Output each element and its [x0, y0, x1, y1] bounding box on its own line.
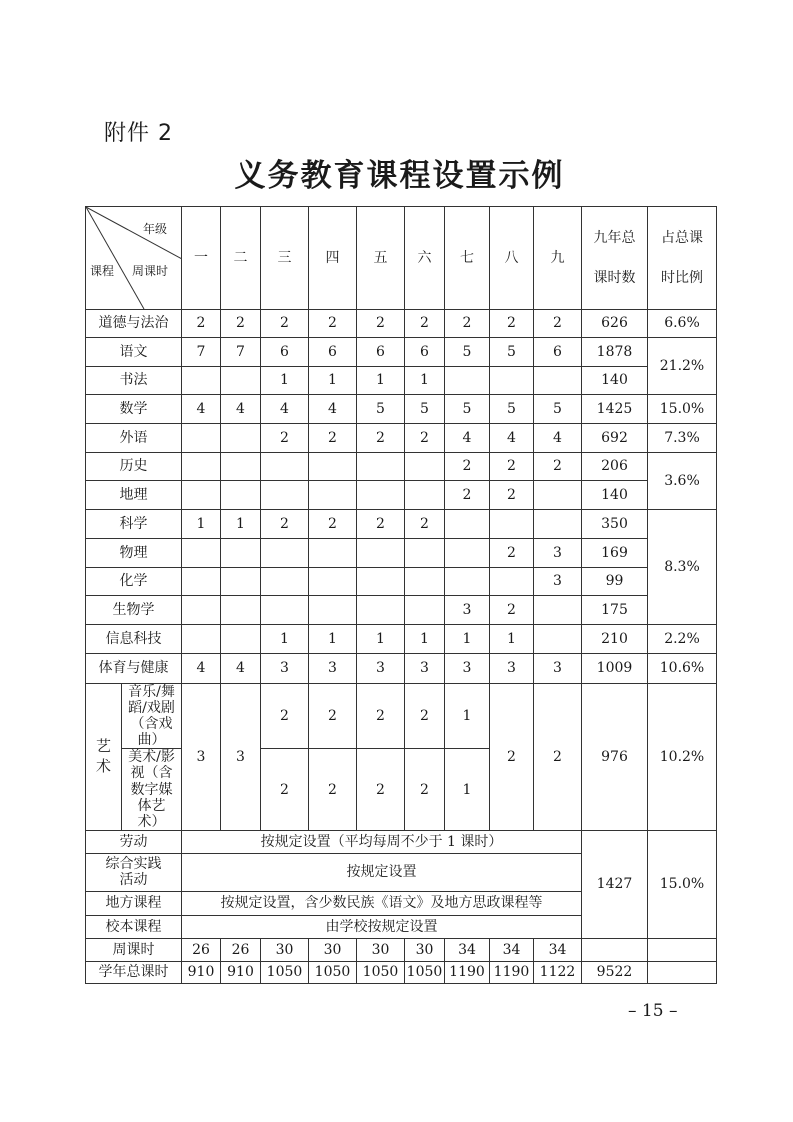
course-name: 语文	[86, 338, 182, 367]
hours-cell	[182, 453, 221, 481]
hours-cell	[261, 568, 309, 596]
hours-cell	[221, 424, 261, 453]
total-cell: 140	[582, 481, 648, 510]
total-cell: 175	[582, 596, 648, 625]
page-title: 义务教育课程设置示例	[234, 158, 565, 194]
course-name: 外语	[86, 424, 182, 453]
hours-cell	[221, 481, 261, 510]
hours-cell: 1	[309, 625, 357, 654]
arts-group-label	[86, 684, 122, 831]
hours-cell: 3	[445, 596, 490, 625]
hours-cell: 4	[490, 424, 534, 453]
table-row	[86, 481, 717, 510]
total-cell: 1427	[582, 830, 648, 938]
ratio-cell: 2.2%	[648, 625, 717, 654]
hours-cell: 6	[405, 338, 445, 367]
hours-cell	[405, 596, 445, 625]
course-name: 书法	[86, 367, 182, 395]
hours-cell	[221, 596, 261, 625]
hours-cell: 2	[261, 424, 309, 453]
table-row	[86, 568, 717, 596]
header-row	[86, 207, 717, 310]
hours-cell: 2	[221, 310, 261, 338]
hours-cell: 4	[221, 395, 261, 424]
total-cell: 99	[582, 568, 648, 596]
hours-cell	[261, 596, 309, 625]
hours-cell: 1	[445, 684, 490, 749]
total-hours-header-line2: 课时数	[593, 269, 636, 286]
hours-cell: 2	[490, 310, 534, 338]
course-name: 地理	[86, 481, 182, 510]
grade-header: 二	[221, 207, 261, 310]
table-row	[86, 596, 717, 625]
course-name	[86, 853, 182, 891]
arts-fine-text: 美术/影视（含数字媒体艺术）	[128, 749, 175, 830]
hours-cell: 7	[182, 338, 221, 367]
course-name: 信息科技	[86, 625, 182, 654]
table-row	[86, 395, 717, 424]
annual-hours-cell: 1190	[490, 961, 534, 983]
hours-cell	[221, 367, 261, 395]
hours-cell: 7	[221, 338, 261, 367]
hours-cell: 1	[445, 749, 490, 830]
course-name: 劳动	[86, 830, 182, 853]
grade-header: 一	[182, 207, 221, 310]
hours-cell	[357, 568, 405, 596]
corner-course-label: 课程	[90, 264, 115, 278]
hours-cell	[309, 568, 357, 596]
weekly-hours-cell: 30	[261, 938, 309, 961]
total-cell: 626	[582, 310, 648, 338]
annual-total-cell: 9522	[582, 961, 648, 983]
table-row	[86, 424, 717, 453]
total-cell: 210	[582, 625, 648, 654]
corner-grade-label: 年级	[142, 222, 167, 236]
empty-ratio-cell	[648, 961, 717, 983]
hours-cell: 2	[357, 310, 405, 338]
total-cell: 1009	[582, 654, 648, 684]
table-row	[86, 510, 717, 539]
hours-cell: 1	[221, 510, 261, 539]
hours-cell: 5	[445, 395, 490, 424]
empty-ratio-cell	[648, 938, 717, 961]
total-cell: 140	[582, 367, 648, 395]
hours-cell: 2	[357, 749, 405, 830]
hours-cell: 1	[445, 625, 490, 654]
table-row	[86, 625, 717, 654]
hours-cell: 2	[357, 684, 405, 749]
hours-cell: 2	[490, 481, 534, 510]
total-cell: 350	[582, 510, 648, 539]
hours-cell: 4	[182, 395, 221, 424]
hours-cell	[534, 481, 582, 510]
labor-text: 按规定设置（平均每周不少于 1 课时）	[182, 830, 582, 853]
hours-cell: 4	[221, 654, 261, 684]
hours-cell: 3	[534, 654, 582, 684]
ratio-cell: 15.0%	[648, 395, 717, 424]
total-cell: 1878	[582, 338, 648, 367]
table-row	[86, 654, 717, 684]
hours-cell: 1	[490, 625, 534, 654]
course-name: 数学	[86, 395, 182, 424]
grade-header: 三	[261, 207, 309, 310]
hours-cell	[405, 453, 445, 481]
hours-cell	[221, 539, 261, 568]
ratio-header	[648, 207, 717, 310]
hours-cell	[182, 596, 221, 625]
attachment-label: 附件 2	[104, 121, 173, 146]
hours-cell: 2	[261, 310, 309, 338]
hours-cell: 5	[490, 395, 534, 424]
hours-cell	[490, 568, 534, 596]
hours-cell: 3	[309, 654, 357, 684]
ratio-cell: 21.2%	[648, 338, 717, 395]
hours-cell: 6	[261, 338, 309, 367]
hours-cell: 1	[357, 625, 405, 654]
hours-cell	[182, 625, 221, 654]
hours-cell	[309, 539, 357, 568]
hours-cell	[182, 568, 221, 596]
total-hours-header-line1: 九年总	[593, 230, 636, 246]
hours-cell: 3	[405, 654, 445, 684]
hours-cell: 1	[309, 367, 357, 395]
hours-cell: 3	[221, 684, 261, 831]
hours-cell: 2	[309, 310, 357, 338]
hours-cell	[221, 453, 261, 481]
hours-cell: 5	[445, 338, 490, 367]
hours-cell	[261, 481, 309, 510]
course-name: 周课时	[86, 938, 182, 961]
hours-cell	[357, 596, 405, 625]
curriculum-table	[85, 206, 717, 984]
hours-cell: 3	[182, 684, 221, 831]
hours-cell: 6	[357, 338, 405, 367]
hours-cell: 1	[405, 625, 445, 654]
hours-cell	[182, 367, 221, 395]
hours-cell	[490, 510, 534, 539]
ratio-cell: 6.6%	[648, 310, 717, 338]
hours-cell: 4	[534, 424, 582, 453]
hours-cell: 2	[405, 424, 445, 453]
course-name: 历史	[86, 453, 182, 481]
total-cell: 692	[582, 424, 648, 453]
table-row	[86, 310, 717, 338]
grade-header: 七	[445, 207, 490, 310]
hours-cell: 2	[490, 684, 534, 831]
course-name: 科学	[86, 510, 182, 539]
table-row	[86, 453, 717, 481]
hours-cell: 2	[182, 310, 221, 338]
local-text: 按规定设置，含少数民族《语文》及地方思政课程等	[182, 891, 582, 915]
hours-cell	[182, 539, 221, 568]
hours-cell: 2	[534, 310, 582, 338]
hours-cell: 4	[445, 424, 490, 453]
hours-cell	[309, 481, 357, 510]
hours-cell	[182, 481, 221, 510]
weekly-hours-cell: 30	[309, 938, 357, 961]
course-name: 体育与健康	[86, 654, 182, 684]
ratio-cell: 10.6%	[648, 654, 717, 684]
hours-cell: 5	[534, 395, 582, 424]
practice-label: 综合实践活动	[105, 856, 162, 889]
hours-cell: 2	[357, 510, 405, 539]
hours-cell: 2	[261, 510, 309, 539]
hours-cell	[182, 424, 221, 453]
hours-cell: 3	[534, 539, 582, 568]
hours-cell: 2	[490, 539, 534, 568]
hours-cell	[445, 539, 490, 568]
hours-cell: 5	[357, 395, 405, 424]
hours-cell	[445, 568, 490, 596]
hours-cell	[309, 596, 357, 625]
total-cell: 169	[582, 539, 648, 568]
total-hours-header	[582, 207, 648, 310]
hours-cell: 2	[405, 310, 445, 338]
ratio-cell: 7.3%	[648, 424, 717, 453]
tail-rows	[86, 684, 717, 984]
hours-cell: 1	[405, 367, 445, 395]
course-name: 道德与法治	[86, 310, 182, 338]
course-name: 生物学	[86, 596, 182, 625]
ratio-header-line2: 时比例	[661, 269, 703, 286]
hours-cell	[534, 596, 582, 625]
table-row-labor	[86, 830, 717, 853]
course-name: 物理	[86, 539, 182, 568]
table-row-weekly	[86, 938, 717, 961]
corner-header-cell	[86, 207, 182, 310]
school-text: 由学校按规定设置	[182, 915, 582, 938]
hours-cell: 2	[261, 684, 309, 749]
weekly-hours-cell: 34	[490, 938, 534, 961]
hours-cell	[534, 367, 582, 395]
hours-cell: 3	[534, 568, 582, 596]
weekly-hours-cell: 34	[445, 938, 490, 961]
hours-cell: 2	[405, 749, 445, 830]
hours-cell: 1	[261, 367, 309, 395]
weekly-hours-cell: 26	[221, 938, 261, 961]
ratio-cell: 10.2%	[648, 684, 717, 831]
course-name: 学年总课时	[86, 961, 182, 983]
hours-cell: 5	[405, 395, 445, 424]
hours-cell	[405, 568, 445, 596]
annual-hours-cell: 1190	[445, 961, 490, 983]
arts-group-text: 艺术	[95, 737, 111, 775]
hours-cell: 2	[405, 684, 445, 749]
hours-cell: 3	[445, 654, 490, 684]
hours-cell: 3	[490, 654, 534, 684]
hours-cell: 4	[309, 395, 357, 424]
hours-cell: 2	[309, 510, 357, 539]
annual-hours-cell: 1050	[405, 961, 445, 983]
empty-total-cell	[582, 938, 648, 961]
annual-hours-cell: 1050	[261, 961, 309, 983]
hours-cell	[261, 453, 309, 481]
course-rows	[86, 310, 717, 684]
table-row	[86, 367, 717, 395]
grade-header: 八	[490, 207, 534, 310]
hours-cell: 5	[490, 338, 534, 367]
annual-hours-cell: 1050	[309, 961, 357, 983]
hours-cell	[445, 367, 490, 395]
arts-music-label	[122, 684, 182, 749]
hours-cell	[534, 625, 582, 654]
weekly-hours-cell: 34	[534, 938, 582, 961]
total-cell: 976	[582, 684, 648, 831]
hours-cell	[445, 510, 490, 539]
ratio-cell: 8.3%	[648, 510, 717, 625]
hours-cell	[490, 367, 534, 395]
course-name: 地方课程	[86, 891, 182, 915]
hours-cell	[357, 481, 405, 510]
weekly-hours-cell: 26	[182, 938, 221, 961]
annual-hours-cell: 1122	[534, 961, 582, 983]
hours-cell	[221, 568, 261, 596]
table-row-annual	[86, 961, 717, 983]
hours-cell: 2	[309, 684, 357, 749]
hours-cell: 2	[445, 453, 490, 481]
course-name: 化学	[86, 568, 182, 596]
hours-cell: 2	[445, 481, 490, 510]
practice-text: 按规定设置	[182, 853, 582, 891]
table-row-arts-music	[86, 684, 717, 749]
annual-hours-cell: 1050	[357, 961, 405, 983]
total-cell: 206	[582, 453, 648, 481]
grade-header: 六	[405, 207, 445, 310]
hours-cell: 1	[261, 625, 309, 654]
arts-fine-label	[122, 749, 182, 830]
weekly-hours-cell: 30	[405, 938, 445, 961]
ratio-cell: 3.6%	[648, 453, 717, 510]
ratio-header-line1: 占总课	[661, 230, 703, 246]
hours-cell	[357, 453, 405, 481]
hours-cell	[405, 481, 445, 510]
hours-cell: 6	[309, 338, 357, 367]
hours-cell: 3	[261, 654, 309, 684]
hours-cell: 1	[182, 510, 221, 539]
table-row	[86, 539, 717, 568]
hours-cell: 2	[309, 749, 357, 830]
hours-cell: 2	[534, 684, 582, 831]
hours-cell: 2	[445, 310, 490, 338]
grade-header: 九	[534, 207, 582, 310]
hours-cell	[405, 539, 445, 568]
total-cell: 1425	[582, 395, 648, 424]
corner-weekly-label: 周课时	[132, 264, 169, 278]
hours-cell: 2	[405, 510, 445, 539]
hours-cell: 2	[490, 596, 534, 625]
arts-music-text: 音乐/舞蹈/戏剧（含戏曲）	[128, 684, 175, 749]
annual-hours-cell: 910	[221, 961, 261, 983]
hours-cell	[534, 510, 582, 539]
course-name: 校本课程	[86, 915, 182, 938]
hours-cell: 2	[534, 453, 582, 481]
hours-cell: 4	[261, 395, 309, 424]
hours-cell: 3	[357, 654, 405, 684]
hours-cell	[261, 539, 309, 568]
weekly-hours-cell: 30	[357, 938, 405, 961]
hours-cell: 2	[261, 749, 309, 830]
hours-cell: 2	[490, 453, 534, 481]
hours-cell: 2	[357, 424, 405, 453]
hours-cell	[357, 539, 405, 568]
hours-cell: 6	[534, 338, 582, 367]
grade-header: 四	[309, 207, 357, 310]
hours-cell	[221, 625, 261, 654]
table-row	[86, 338, 717, 367]
hours-cell: 2	[309, 424, 357, 453]
annual-hours-cell: 910	[182, 961, 221, 983]
ratio-cell: 15.0%	[648, 830, 717, 938]
grade-header: 五	[357, 207, 405, 310]
hours-cell	[309, 453, 357, 481]
page-number: – 15 –	[628, 1001, 678, 1021]
hours-cell: 1	[357, 367, 405, 395]
diagonal-lines	[86, 207, 182, 309]
hours-cell: 4	[182, 654, 221, 684]
